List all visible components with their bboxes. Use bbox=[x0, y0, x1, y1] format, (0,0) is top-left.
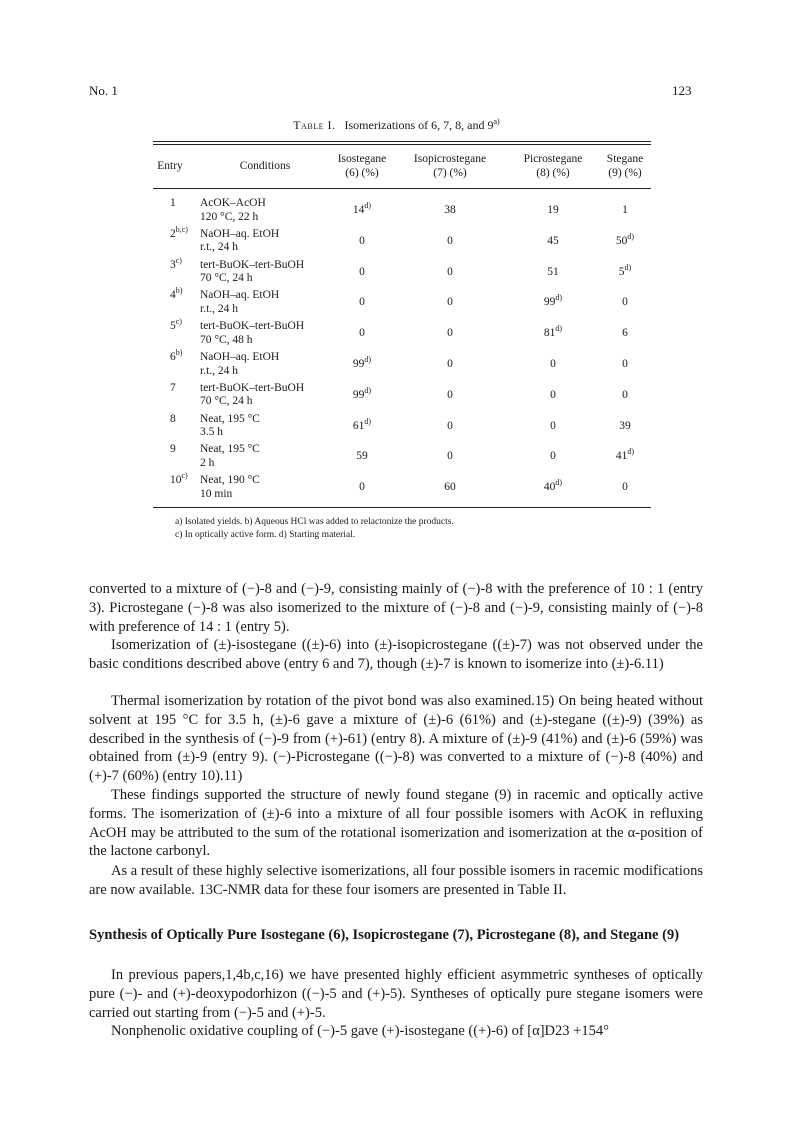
entry-number: 9 bbox=[170, 443, 176, 456]
paragraph-1: converted to a mixture of (−)-8 and (−)-9, consisting mainly of (−)-8 with the preference of 10 : 1 (entry 3). Picrostegane (−)-8 was also isomerized to the mixture of (−)-8 and (−)-9, consisting mainly of (−)-8 with preference of 14 : 1 (entry 5). bbox=[89, 581, 703, 635]
entry-cell bbox=[170, 224, 188, 242]
col-header-picrostegane-name: Picrostegane bbox=[523, 153, 583, 165]
entry-cell bbox=[170, 471, 188, 488]
yield-footnote-mark: d) bbox=[364, 385, 372, 395]
paragraph-4: These findings supported the structure of newly found stegane (9) in racemic and optically active forms. The isomerization of (±)-6 into a mixture of all four possible isomers with AcOK in refluxing AcOH may be attributed to the sum of the rotational isomerization and isomerization at the α-position of the lactone carbonyl. bbox=[89, 787, 703, 860]
yield-value: 0 bbox=[550, 388, 556, 401]
table-top-rule-2 bbox=[153, 144, 651, 145]
yield-cell bbox=[420, 420, 480, 434]
yield-cell bbox=[420, 481, 480, 495]
col-header-entry: Entry bbox=[157, 160, 183, 172]
paragraph-7: Nonphenolic oxidative coupling of (−)-5 gave (+)-isostegane ((+)-6) of [α]D23 +154° bbox=[111, 1023, 609, 1039]
yield-value: 39 bbox=[619, 419, 631, 432]
yield-cell bbox=[595, 262, 655, 280]
condition-reagent: Neat, 190 °C bbox=[200, 474, 260, 487]
yield-value: 51 bbox=[547, 265, 559, 278]
yield-cell bbox=[420, 358, 480, 372]
condition-temp-time: 70 °C, 24 h bbox=[200, 395, 253, 408]
entry-footnote-mark: b,c) bbox=[175, 224, 188, 234]
paragraph-6: In previous papers,1,4b,c,16) we have presented highly efficient asymmetric syntheses of optically pure (−)- and (+)-deoxypodorhizon ((−)-5 and (+)-5). Syntheses of optically pure stegane isomers were carried out starting from (−)-5 and (+)-5. bbox=[89, 967, 703, 1021]
condition-temp-time: 70 °C, 48 h bbox=[200, 333, 253, 346]
table-caption-label: Table I. bbox=[293, 118, 336, 132]
yield-value: 0 bbox=[447, 419, 453, 432]
table-bottom-rule bbox=[153, 507, 651, 508]
yield-value: 0 bbox=[622, 358, 628, 370]
yield-value: 0 bbox=[447, 234, 453, 247]
condition-reagent: NaOH–aq. EtOH bbox=[200, 289, 280, 302]
yield-value: 81 bbox=[543, 327, 556, 340]
condition-temp-time: r.t., 24 h bbox=[200, 364, 239, 377]
entry-footnote-mark: c) bbox=[181, 471, 188, 481]
yield-value: 60 bbox=[444, 481, 456, 494]
yield-cell bbox=[420, 450, 480, 464]
entry-footnote-mark: b) bbox=[175, 348, 183, 358]
yield-cell bbox=[420, 296, 480, 310]
page-number: 123 bbox=[672, 83, 692, 98]
condition-temp-time: 70 °C, 24 h bbox=[200, 272, 253, 285]
col-header-picrostegane bbox=[508, 152, 598, 180]
yield-cell bbox=[595, 358, 655, 372]
yield-cell bbox=[523, 204, 583, 218]
yield-cell bbox=[332, 266, 392, 280]
yield-cell bbox=[523, 266, 583, 280]
yield-value: 0 bbox=[550, 450, 556, 463]
yield-cell bbox=[595, 481, 655, 495]
yield-footnote-mark: d) bbox=[555, 478, 563, 488]
yield-value: 0 bbox=[622, 388, 628, 401]
yield-value: 0 bbox=[447, 265, 453, 278]
yield-cell bbox=[332, 327, 392, 341]
condition-temp-time: 3.5 h bbox=[200, 426, 223, 439]
entry-cell bbox=[170, 255, 182, 273]
yield-cell bbox=[332, 481, 392, 495]
table-header-rule bbox=[153, 188, 651, 189]
yield-cell bbox=[523, 293, 583, 310]
col-header-isostegane bbox=[324, 152, 400, 180]
table-caption-sup: a) bbox=[493, 117, 500, 126]
yield-cell bbox=[332, 355, 392, 372]
entry-cell bbox=[170, 382, 176, 396]
yield-cell bbox=[523, 235, 583, 249]
yield-value: 14 bbox=[352, 204, 365, 216]
yield-value: 1 bbox=[622, 204, 628, 216]
entry-number: 2 bbox=[170, 227, 176, 240]
entry-footnote-mark: c) bbox=[175, 255, 182, 265]
entry-number: 7 bbox=[170, 381, 176, 394]
entry-footnote-mark: c) bbox=[175, 317, 182, 327]
condition-temp-time: 2 h bbox=[200, 456, 215, 469]
col-header-stegane bbox=[590, 152, 660, 180]
yield-value: 38 bbox=[444, 204, 456, 216]
yield-value: 5 bbox=[618, 265, 625, 278]
yield-value: 0 bbox=[550, 358, 556, 370]
yield-cell bbox=[523, 478, 583, 495]
table-top-rule bbox=[153, 141, 651, 142]
col-header-picrostegane-unit: (8) (%) bbox=[536, 167, 570, 179]
yield-value: 99 bbox=[543, 296, 556, 309]
yield-footnote-mark: d) bbox=[364, 416, 372, 426]
entry-footnote-mark: b) bbox=[175, 286, 183, 296]
yield-cell bbox=[420, 327, 480, 341]
yield-footnote-mark: d) bbox=[627, 231, 635, 241]
yield-value: 0 bbox=[447, 450, 453, 463]
condition-temp-time: 120 °C, 22 h bbox=[200, 210, 259, 223]
col-header-isostegane-name: Isostegane bbox=[337, 153, 387, 165]
section-heading: Synthesis of Optically Pure Isostegane (6), Isopicrostegane (7), Picrostegane (8), and Stegane (9) bbox=[89, 927, 680, 943]
page-header-left: No. 1 bbox=[89, 83, 118, 98]
yield-value: 0 bbox=[359, 327, 365, 340]
entry-number: 4 bbox=[170, 289, 176, 302]
yield-cell bbox=[332, 385, 392, 403]
condition-reagent: NaOH–aq. EtOH bbox=[200, 227, 280, 240]
condition-reagent: NaOH–aq. EtOH bbox=[200, 351, 280, 363]
yield-cell bbox=[595, 389, 655, 403]
yield-cell bbox=[420, 389, 480, 403]
paragraph-2: Isomerization of (±)-isostegane ((±)-6) into (±)-isopicrostegane ((±)-7) was not observed under the basic conditions described above (entry 6 and 7), though (±)-7 is known to isomerize into (±)-6.11) bbox=[89, 637, 703, 672]
yield-cell bbox=[523, 420, 583, 434]
yield-value: 0 bbox=[447, 388, 453, 401]
yield-footnote-mark: d) bbox=[624, 262, 632, 272]
condition-temp-time: 10 min bbox=[200, 487, 233, 500]
yield-value: 0 bbox=[359, 234, 365, 247]
yield-value: 40 bbox=[543, 481, 556, 494]
col-header-isopicrostegane-name: Isopicrostegane bbox=[413, 153, 487, 165]
yield-value: 50 bbox=[615, 234, 628, 247]
yield-value: 0 bbox=[447, 296, 453, 309]
yield-value: 0 bbox=[447, 358, 453, 370]
entry-number: 8 bbox=[170, 412, 176, 425]
condition-temp-time: r.t., 24 h bbox=[200, 241, 239, 254]
yield-cell bbox=[523, 450, 583, 464]
col-header-isopicrostegane bbox=[400, 152, 500, 180]
yield-footnote-mark: d) bbox=[627, 447, 635, 457]
entry-number: 1 bbox=[170, 197, 176, 209]
paragraph-3: Thermal isomerization by rotation of the pivot bond was also examined.15) On being heated without solvent at 195 °C for 3.5 h, (±)-6 gave a mixture of (±)-6 (61%) and (±)-stegane ((±)-9) (39%) as described in the synthesis of (−)-9 from (+)-61) (entry 8). A mixture of (±)-9 (41%) and (±)-6 (59%) was obtained from (±)-9 (entry 9). (−)-Picrostegane ((−)-8) was converted to a mixture of (−)-8 (40%) and (+)-7 (60%) (entry 10).11) bbox=[89, 693, 703, 785]
yield-value: 59 bbox=[356, 450, 368, 463]
table-caption bbox=[0, 118, 793, 133]
yield-value: 41 bbox=[615, 450, 628, 463]
col-header-isopicrostegane-unit: (7) (%) bbox=[433, 167, 467, 179]
yield-cell bbox=[523, 324, 583, 341]
entry-cell bbox=[170, 197, 176, 211]
entry-number: 6 bbox=[170, 351, 176, 363]
entry-cell bbox=[170, 443, 176, 457]
yield-value: 0 bbox=[447, 327, 453, 340]
yield-cell bbox=[332, 235, 392, 249]
table-caption-text: Isomerizations of 6, 7, 8, and 9 bbox=[344, 118, 494, 132]
col-header-stegane-unit: (9) (%) bbox=[608, 167, 642, 179]
col-header-stegane-name: Stegane bbox=[606, 153, 644, 165]
yield-cell bbox=[595, 204, 655, 218]
yield-value: 45 bbox=[547, 234, 559, 247]
entry-cell bbox=[170, 286, 183, 303]
condition-temp-time: r.t., 24 h bbox=[200, 302, 239, 315]
yield-value: 19 bbox=[547, 204, 559, 216]
yield-footnote-mark: d) bbox=[364, 201, 372, 211]
yield-value: 6 bbox=[622, 327, 628, 340]
yield-cell bbox=[420, 266, 480, 280]
col-header-conditions: Conditions bbox=[239, 160, 291, 172]
condition-reagent: AcOK–AcOH bbox=[200, 197, 266, 209]
condition-reagent: Neat, 195 °C bbox=[200, 412, 260, 425]
table-footnote-1: a) Isolated yields. b) Aqueous HCl was added to relactonize the products. bbox=[175, 517, 454, 527]
entry-number: 5 bbox=[170, 320, 176, 333]
yield-cell bbox=[332, 296, 392, 310]
yield-footnote-mark: d) bbox=[555, 324, 563, 334]
yield-value: 99 bbox=[352, 358, 365, 370]
entry-cell bbox=[170, 348, 183, 365]
entry-cell bbox=[170, 317, 182, 334]
table-footnote-2: c) In optically active form. d) Starting material. bbox=[175, 530, 356, 540]
entry-cell bbox=[170, 413, 176, 427]
yield-cell bbox=[595, 296, 655, 310]
paragraph-5: As a result of these highly selective isomerizations, all four possible isomers in racemic modifications are now available. 13C-NMR data for these four isomers are presented in Table II. bbox=[89, 863, 703, 898]
condition-reagent: Neat, 195 °C bbox=[200, 443, 260, 456]
yield-value: 0 bbox=[359, 296, 365, 309]
condition-reagent: tert-BuOK–tert-BuOH bbox=[200, 320, 305, 333]
condition-reagent: tert-BuOK–tert-BuOH bbox=[200, 381, 305, 394]
entry-number: 3 bbox=[170, 258, 176, 271]
entry-number: 10 bbox=[170, 474, 182, 487]
yield-cell bbox=[595, 327, 655, 341]
yield-cell bbox=[332, 416, 392, 434]
yield-value: 99 bbox=[352, 388, 365, 401]
col-header-isostegane-unit: (6) (%) bbox=[345, 167, 379, 179]
yield-value: 0 bbox=[622, 296, 628, 309]
yield-cell bbox=[523, 389, 583, 403]
yield-value: 0 bbox=[359, 481, 365, 494]
yield-cell bbox=[420, 204, 480, 218]
condition-reagent: tert-BuOK–tert-BuOH bbox=[200, 258, 305, 271]
yield-cell bbox=[332, 450, 392, 464]
yield-value: 0 bbox=[359, 265, 365, 278]
yield-footnote-mark: d) bbox=[555, 293, 563, 303]
yield-cell bbox=[595, 231, 655, 249]
yield-value: 0 bbox=[622, 481, 628, 494]
yield-cell bbox=[595, 420, 655, 434]
yield-value: 0 bbox=[550, 419, 556, 432]
yield-footnote-mark: d) bbox=[364, 355, 372, 365]
yield-cell bbox=[523, 358, 583, 372]
yield-value: 61 bbox=[352, 419, 365, 432]
yield-cell bbox=[595, 447, 655, 464]
yield-cell bbox=[332, 201, 392, 218]
yield-cell bbox=[420, 235, 480, 249]
